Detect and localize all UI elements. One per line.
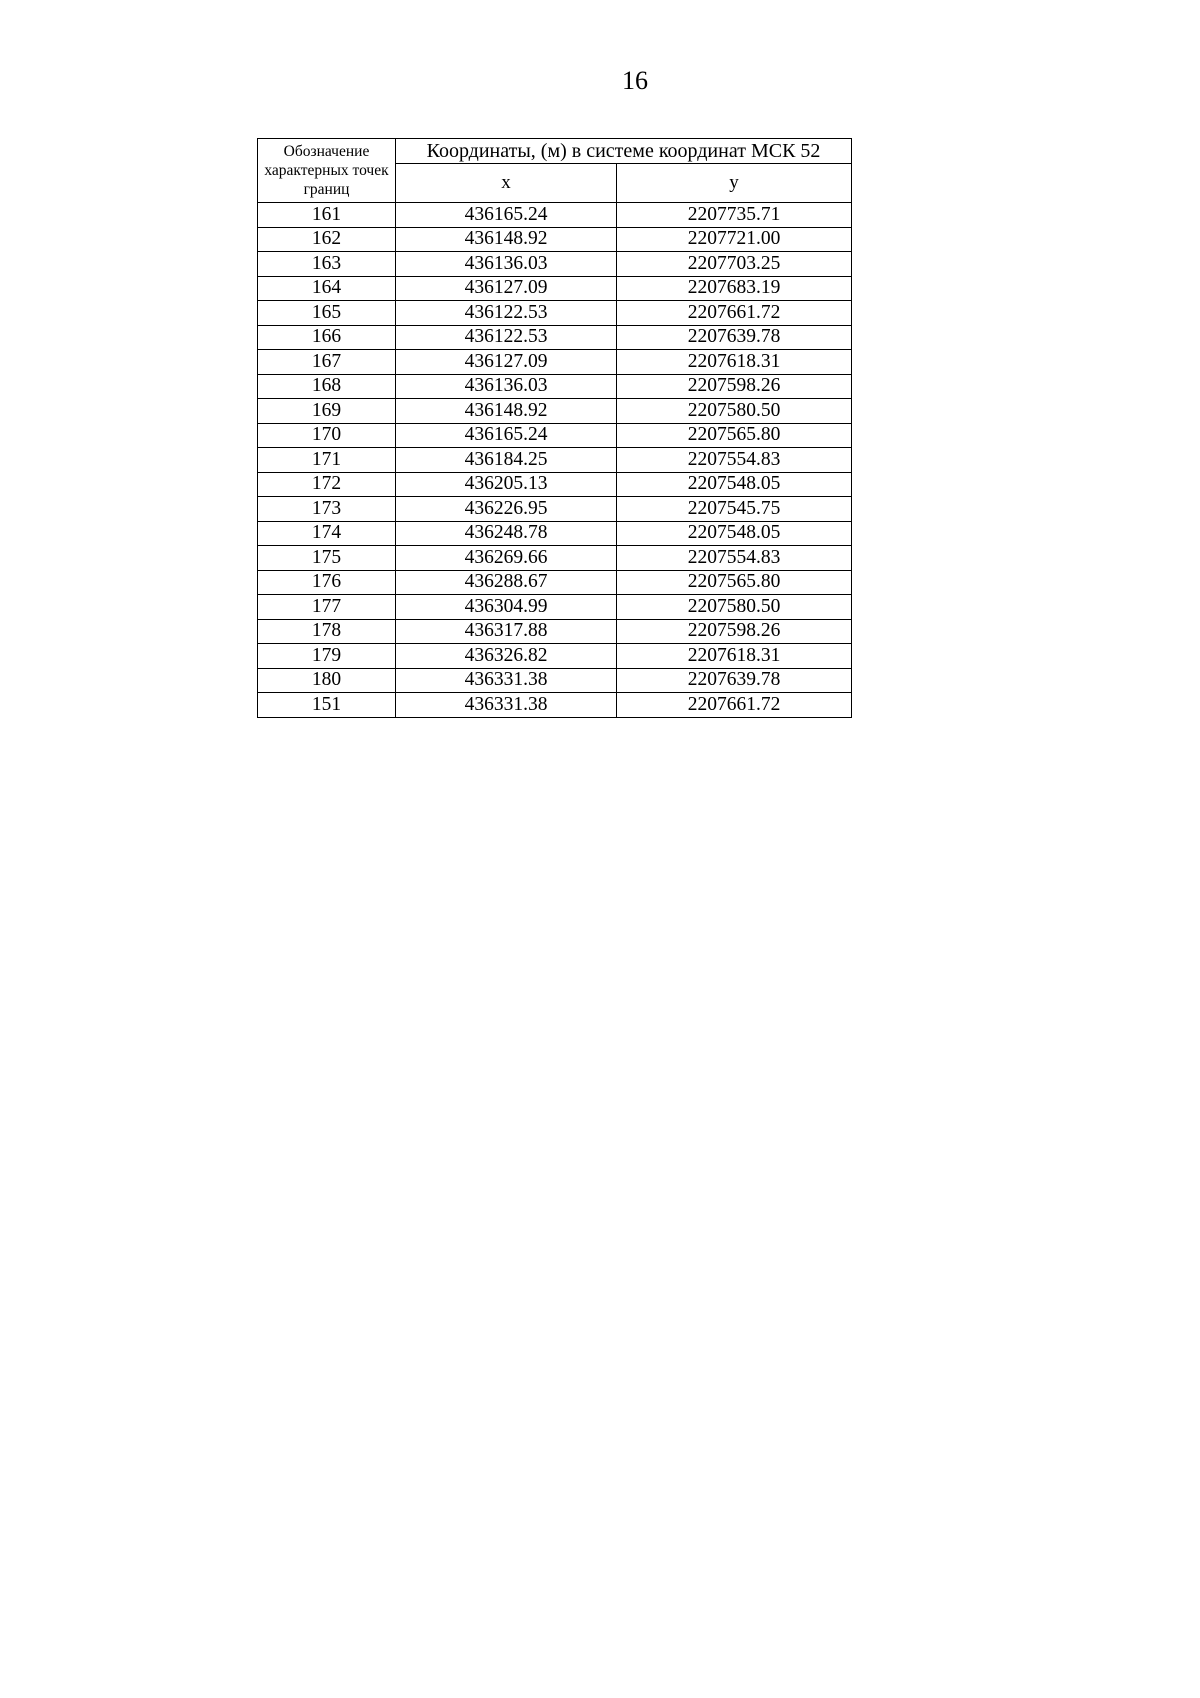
y-coordinate-cell: 2207598.26: [617, 374, 852, 399]
point-cell: 164: [258, 276, 396, 301]
table-row: [258, 595, 852, 620]
y-coordinate-cell: 2207545.75: [617, 497, 852, 522]
x-coordinate-cell: 436317.88: [396, 619, 617, 644]
point-cell: 161: [258, 203, 396, 228]
point-cell: 172: [258, 472, 396, 497]
table-row: [258, 693, 852, 718]
table-row: [258, 423, 852, 448]
x-coordinate-cell: 436331.38: [396, 668, 617, 693]
point-cell: 175: [258, 546, 396, 571]
point-cell: 173: [258, 497, 396, 522]
x-coordinate-cell: 436148.92: [396, 399, 617, 424]
x-coordinate-cell: 436122.53: [396, 301, 617, 326]
table-row: [258, 374, 852, 399]
x-coordinate-cell: 436122.53: [396, 325, 617, 350]
point-cell: 174: [258, 521, 396, 546]
y-coordinate-cell: 2207580.50: [617, 399, 852, 424]
x-coordinate-cell: 436248.78: [396, 521, 617, 546]
x-coordinate-cell: 436331.38: [396, 693, 617, 718]
table-row: [258, 252, 852, 277]
y-column-header: y: [617, 164, 852, 203]
point-cell: 168: [258, 374, 396, 399]
table-row: [258, 521, 852, 546]
table-row: [258, 546, 852, 571]
point-cell: 166: [258, 325, 396, 350]
y-coordinate-cell: 2207721.00: [617, 227, 852, 252]
y-coordinate-cell: 2207548.05: [617, 521, 852, 546]
table-row: [258, 399, 852, 424]
table-row: [258, 472, 852, 497]
table-row: [258, 448, 852, 473]
point-cell: 180: [258, 668, 396, 693]
page-number: 16: [622, 66, 648, 95]
x-coordinate-cell: 436205.13: [396, 472, 617, 497]
y-coordinate-cell: 2207554.83: [617, 448, 852, 473]
y-coordinate-cell: 2207661.72: [617, 693, 852, 718]
x-column-header: x: [396, 164, 617, 203]
table-header: [258, 139, 852, 203]
point-cell: 178: [258, 619, 396, 644]
x-coordinate-cell: 436136.03: [396, 374, 617, 399]
x-coordinate-cell: 436304.99: [396, 595, 617, 620]
y-coordinate-cell: 2207735.71: [617, 203, 852, 228]
x-coordinate-cell: 436165.24: [396, 203, 617, 228]
y-coordinate-cell: 2207703.25: [617, 252, 852, 277]
table-row: [258, 570, 852, 595]
coordinates-table: [257, 138, 852, 718]
point-cell: 176: [258, 570, 396, 595]
table-row: [258, 227, 852, 252]
table-row: [258, 644, 852, 669]
x-coordinate-cell: 436184.25: [396, 448, 617, 473]
y-coordinate-cell: 2207554.83: [617, 546, 852, 571]
table-row: [258, 301, 852, 326]
point-cell: 171: [258, 448, 396, 473]
point-cell: 177: [258, 595, 396, 620]
x-coordinate-cell: 436127.09: [396, 276, 617, 301]
y-coordinate-cell: 2207598.26: [617, 619, 852, 644]
point-cell: 165: [258, 301, 396, 326]
x-coordinate-cell: 436288.67: [396, 570, 617, 595]
coordinate-group-header: Координаты, (м) в системе координат МСК 52: [396, 139, 852, 164]
point-cell: 163: [258, 252, 396, 277]
y-coordinate-cell: 2207565.80: [617, 570, 852, 595]
point-cell: 179: [258, 644, 396, 669]
table-row: [258, 276, 852, 301]
point-cell: 169: [258, 399, 396, 424]
x-coordinate-cell: 436326.82: [396, 644, 617, 669]
table-row: [258, 325, 852, 350]
x-coordinate-cell: 436165.24: [396, 423, 617, 448]
point-cell: 162: [258, 227, 396, 252]
point-cell: 167: [258, 350, 396, 375]
table-body: [258, 203, 852, 718]
y-coordinate-cell: 2207618.31: [617, 644, 852, 669]
table-row: [258, 668, 852, 693]
point-cell: 151: [258, 693, 396, 718]
y-coordinate-cell: 2207580.50: [617, 595, 852, 620]
table-row: [258, 497, 852, 522]
table-row: [258, 350, 852, 375]
point-cell: 170: [258, 423, 396, 448]
x-coordinate-cell: 436269.66: [396, 546, 617, 571]
y-coordinate-cell: 2207548.05: [617, 472, 852, 497]
x-coordinate-cell: 436148.92: [396, 227, 617, 252]
table-row: [258, 619, 852, 644]
x-coordinate-cell: 436226.95: [396, 497, 617, 522]
x-coordinate-cell: 436127.09: [396, 350, 617, 375]
y-coordinate-cell: 2207639.78: [617, 668, 852, 693]
y-coordinate-cell: 2207618.31: [617, 350, 852, 375]
x-coordinate-cell: 436136.03: [396, 252, 617, 277]
y-coordinate-cell: 2207683.19: [617, 276, 852, 301]
table-row: [258, 203, 852, 228]
y-coordinate-cell: 2207639.78: [617, 325, 852, 350]
point-column-header: Обозначение характерных точек границ: [258, 139, 396, 203]
y-coordinate-cell: 2207661.72: [617, 301, 852, 326]
y-coordinate-cell: 2207565.80: [617, 423, 852, 448]
